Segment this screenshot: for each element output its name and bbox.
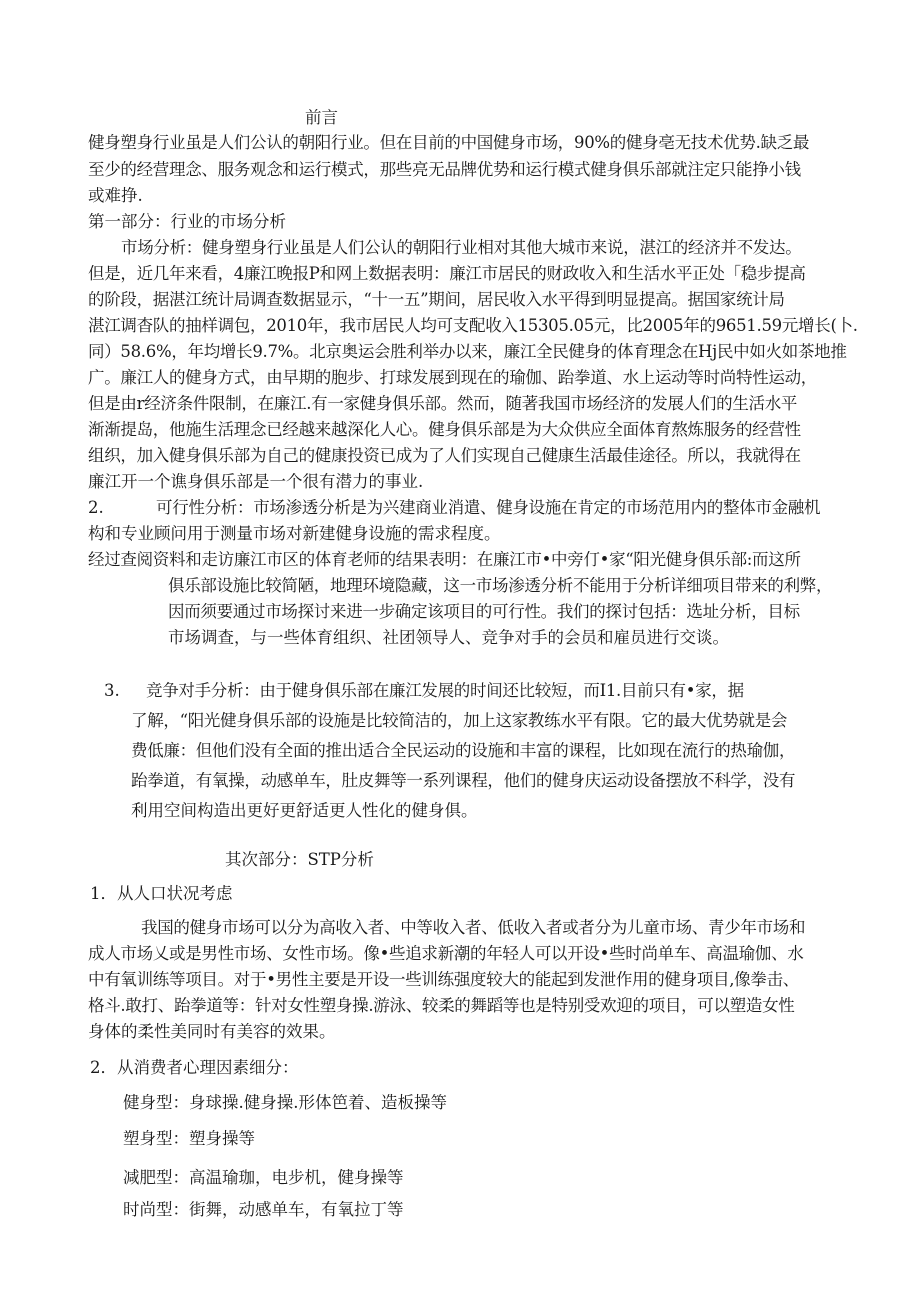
preface-title: 前言 bbox=[305, 108, 338, 127]
item3-number: 3. bbox=[104, 681, 120, 700]
part2-heading: 其次部分：STP分析 bbox=[225, 850, 374, 869]
market-line-4: 湛江调杳队的抽样调包，2010年，我市居民人均可支配收入15305.05元，比2005年的9651.59元增长(卜. bbox=[88, 316, 858, 335]
segment-fitness: 健身型：身球操.健身操.形体笆着、造板操等 bbox=[123, 1093, 447, 1112]
part2-sub2: 2．从消费者心理因素细分： bbox=[90, 1058, 299, 1077]
market-line-2: 但是，近几年来看，4廉江晚报P和网上数据表明：廉江市居民的财政收入和生活水平正处「稳步提高 bbox=[88, 264, 806, 283]
sub1-line-1: 我国的健身市场可以分为高收入者、中等收入者、低收入者或者分为儿童市场、青少年市场和 bbox=[141, 918, 806, 937]
item3-line-4: 跆拳道，有氧操，动感单车，肚皮舞等一系列课程，他们的健身庆运动设备摆放不科学，没有 bbox=[131, 771, 796, 790]
preface-line-3: 或难挣. bbox=[88, 186, 143, 205]
preface-line-2: 至少的经营理念、服务观念和运行模式，那些亮无品牌优势和运行模式健身俱乐部就注定只能挣小钱 bbox=[88, 160, 801, 179]
item2-line-1: 可行性分析：市场渗透分析是为兴建商业消遣、健身设施在肯定的市场范用内的整体市金融机 bbox=[156, 498, 821, 517]
market-line-6: 广。廉江人的健身方式，由早期的胞步、打球发展到现在的瑜伽、跆拳道、水上运动等时尚特性运动， bbox=[88, 368, 818, 387]
item3-line-5: 利用空间构造出更好更舒适更人性化的健身俱。 bbox=[131, 801, 478, 820]
item2-line-2: 构和专业顾问用于测量市场对新建健身设施的需求程度。 bbox=[88, 524, 501, 543]
survey-line-1: 经过查阅资料和走访廉江市区的体育老师的结果表明：在廉江市•中旁仃•家“阳光健身俱乐部:而这所 bbox=[88, 550, 801, 569]
segment-weight-loss: 减肥型：高温瑜珈，电步机，健身操等 bbox=[123, 1168, 404, 1187]
part2-sub1: 1．从人口状况考虑 bbox=[90, 884, 233, 903]
item2-number: 2. bbox=[88, 498, 104, 517]
segment-shaping: 塑身型：塑身操等 bbox=[123, 1129, 255, 1148]
sub1-line-4: 格斗.敢打、跆拳道等：针对女性塑身操.游泳、较柔的舞蹈等也是特别受欢迎的项目，可以塑造女性 bbox=[88, 996, 795, 1015]
item3-line-3: 费低廉：但他们没有全面的推出适合全民运动的设施和丰富的课程，比如现在流行的热瑜伽， bbox=[131, 741, 796, 760]
market-line-7: 但是由r经济条件限制，在廉江.有一家健身俱乐部。然而，随著我国市场经济的发展人们的生活水平 bbox=[88, 394, 798, 413]
market-line-9: 组织，加入健身俱乐部为自己的健康投资已成为了人们实现自己健康生活最佳途径。所以，我就得在 bbox=[88, 446, 801, 465]
item3-line-2: 了解，“阳光健身俱乐部的设施是比较简洁的，加上这家教练水平有限。它的最大优势就是会 bbox=[131, 711, 788, 730]
market-line-3: 的阶段，据湛江统计局调查数据显示，“十一五”期间，居民收入水平得到明显提高。据国家统计局 bbox=[88, 290, 785, 309]
survey-line-2: 俱乐部设施比较简陋，地理环境隐藏，这一市场渗透分析不能用于分析详细项目带来的利弊， bbox=[168, 576, 833, 595]
part1-heading: 第一部分：行业的市场分析 bbox=[88, 212, 286, 231]
sub1-line-2: 成人市场乂或是男性市场、女性市场。像•些追求新潮的年轻人可以开设•些时尚单车、高温瑜伽、水 bbox=[88, 944, 804, 963]
sub1-line-3: 中有氧训练等项目。对于•男性主要是开设一些训练强度较大的能起到发泄作用的健身项目,像拳击、 bbox=[88, 970, 799, 989]
preface-line-1: 健身塑身行业虽是人们公认的朝阳行业。但在目前的中国健身市场，90%的健身亳无技术优势.缺乏最 bbox=[88, 133, 810, 152]
market-line-8: 渐渐提岛，他施生活理念已经越来越深化人心。健身俱乐部是为大众供应全面体育熬炼服务的经营性 bbox=[88, 420, 801, 439]
survey-line-4: 市场调查，与一些体育组织、社团领导人、竞争对手的会员和雇员进行交谈。 bbox=[168, 628, 729, 647]
market-line-5: 同）58.6%，年均增长9.7%。北京奥运会胜利举办以来，廉江全民健身的体育理念在Hj民中如火如茶地推 bbox=[88, 342, 847, 361]
market-line-10: 廉江开一个谯身俱乐部是一个很有潜力的事业. bbox=[88, 472, 424, 491]
market-line-1: 市场分析：健身塑身行业虽是人们公认的朝阳行业相对其他大城市来说，湛江的经济并不发达。 bbox=[121, 238, 802, 257]
sub1-line-5: 身体的柔性美同时有美容的效果。 bbox=[88, 1022, 336, 1041]
item3-line-1: 竞争对手分析：由于健身俱乐部在廉江发展的时间还比较短，而I1.目前只有•家，据 bbox=[146, 681, 744, 700]
segment-fashion: 时尚型：街舞，动感单车，有氧拉丁等 bbox=[123, 1200, 404, 1219]
survey-line-3: 因而须要通过市场探讨来进一步确定该项目的可行性。我们的探讨包括：选址分析，目标 bbox=[168, 602, 800, 621]
